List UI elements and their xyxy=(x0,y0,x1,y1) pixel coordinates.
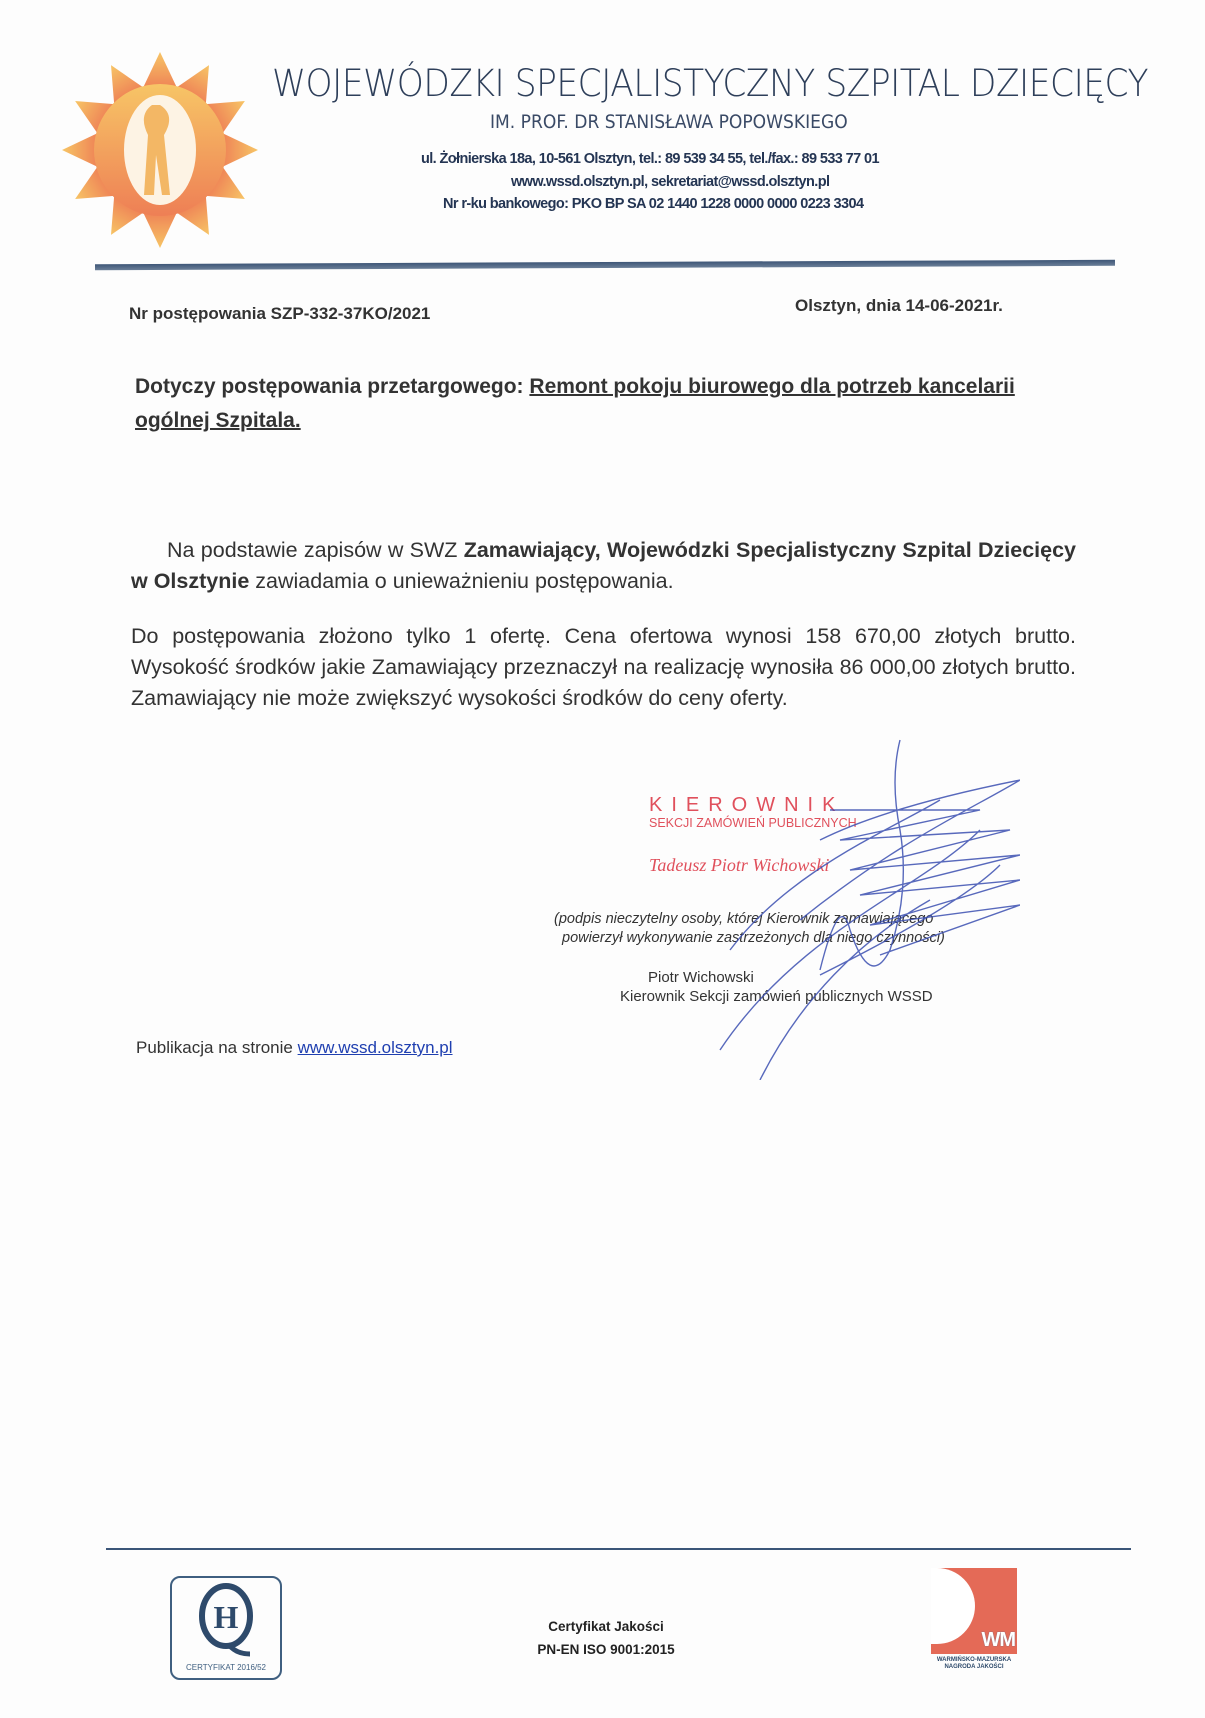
hospital-web-email: www.wssd.olsztyn.pl, sekretariat@wssd.olsztyn.pl xyxy=(511,174,830,190)
q-logo-caption: CERTYFIKAT 2016/52 xyxy=(185,1663,267,1672)
footer-divider xyxy=(106,1548,1131,1550)
signatory-role: Kierownik Sekcji zamówień publicznych WSSD xyxy=(620,988,933,1005)
subject-title: Remont pokoju biurowego dla potrzeb kancelarii ogólnej Szpitala. xyxy=(135,375,1015,432)
hospital-name: WOJEWÓDZKI SPECJALISTYCZNY SZPITAL DZIECIĘCY xyxy=(272,62,1149,105)
website-link[interactable]: www.wssd.olsztyn.pl xyxy=(297,1038,453,1057)
p1-end: zawiadamia o unieważnieniu postępowania. xyxy=(249,569,674,593)
hospital-sun-logo xyxy=(60,50,260,250)
subject xyxy=(135,370,1085,438)
subject-label: Dotyczy postępowania przetargowego: xyxy=(135,375,524,398)
p1-bold: Zamawiający, Wojewódzki Specjalistyczny Szpital Dziecięcy w Olsztynie xyxy=(131,538,1076,593)
cert-title: Certyfikat Jakości xyxy=(548,1619,664,1634)
stamp-title: KIEROWNIK xyxy=(649,794,845,816)
hospital-patron: IM. PROF. DR STANISŁAWA POPOWSKIEGO xyxy=(490,111,848,133)
stamp-name: Tadeusz Piotr Wichowski xyxy=(649,855,830,875)
signature-note-1: (podpis nieczytelny osoby, której Kierownik zamawiającego xyxy=(554,911,934,927)
wm-logo-text: WM xyxy=(981,1629,1015,1651)
publication-label: Publikacja na stronie xyxy=(136,1038,298,1057)
wm-caption xyxy=(926,1657,1022,1671)
place-date: Olsztyn, dnia 14-06-2021r. xyxy=(795,296,1003,315)
wm-caption-1: WARMIŃSKO-MAZURSKA xyxy=(936,1657,1012,1663)
handwritten-signature xyxy=(700,730,1020,1080)
case-number: Nr postępowania SZP-332-37KO/2021 xyxy=(129,304,431,323)
cert-standard: PN-EN ISO 9001:2015 xyxy=(537,1642,675,1657)
signatory-name: Piotr Wichowski xyxy=(648,969,754,986)
paragraph-1 xyxy=(131,535,1076,597)
hospital-bank-account: Nr r-ku bankowego: PKO BP SA 02 1440 1228 0000 0000 0223 3304 xyxy=(443,196,864,212)
publication-note xyxy=(136,1038,453,1058)
paragraph-2: Do postępowania złożono tylko 1 ofertę. Cena ofertowa wynosi 158 670,00 złotych brutto. Wysokość środków jakie Zamawiający przeznaczył na realizację wynosiła 86 000,00 złotych brutto. Zamawiający nie może zwiększyć wysokości środków do ceny oferty. xyxy=(131,624,1076,710)
header-divider xyxy=(95,260,1115,270)
wm-caption-2: NAGRODA JAKOŚCI xyxy=(944,1664,1004,1670)
q-logo-icon xyxy=(172,1578,280,1658)
svg-text:H: H xyxy=(213,1599,239,1635)
signature-note-2: powierzył wykonywanie zastrzeżonych dla niego czynności) xyxy=(562,930,945,946)
stamp-section: SEKCJI ZAMÓWIEŃ PUBLICZNYCH xyxy=(649,816,857,830)
hospital-address: ul. Żołnierska 18a, 10-561 Olsztyn, tel.: 89 539 34 55, tel./fax.: 89 533 77 01 xyxy=(421,151,879,167)
p1-start: Na podstawie zapisów w SWZ xyxy=(167,538,464,562)
quality-certificate-logo xyxy=(170,1576,282,1680)
wm-quality-award-logo xyxy=(931,1568,1017,1654)
iso-certificate xyxy=(506,1615,706,1661)
